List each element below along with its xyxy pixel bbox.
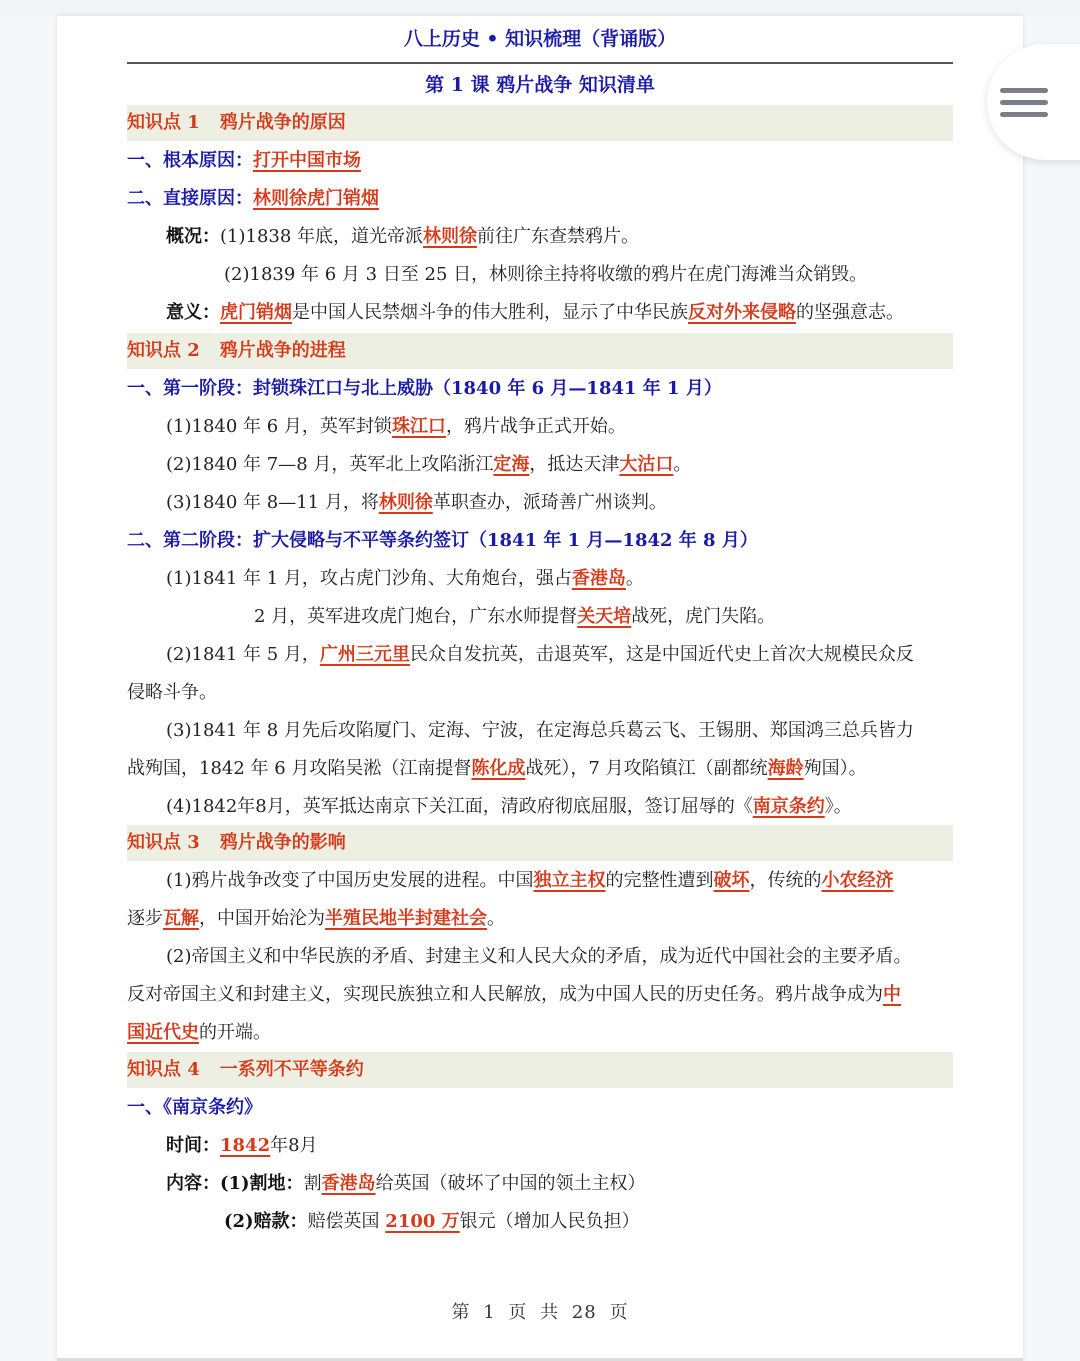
keyword: 破坏 <box>713 870 750 891</box>
stage-1-item-3 <box>127 484 953 522</box>
overview-line-1 <box>127 218 953 256</box>
text: 逐步 <box>127 908 163 929</box>
keyword: 2100 万 <box>385 1211 460 1232</box>
keyword: 林则徐 <box>423 226 478 247</box>
text: 》。 <box>824 796 852 817</box>
kp-title: 一系列不平等条约 <box>219 1059 364 1080</box>
kp-number: 知识点 3 <box>127 832 200 853</box>
hamburger-menu-icon <box>1000 112 1048 117</box>
content-label: 内容： <box>166 1173 220 1194</box>
text: ，鸦片战争正式开始。 <box>445 416 626 437</box>
impact-para-2-line-2 <box>127 976 953 1014</box>
text: 年8月 <box>270 1135 318 1156</box>
treaty-content-line-2 <box>127 1203 953 1241</box>
text: 是中国人民禁烟斗争的伟大胜利，显示了中华民族 <box>292 302 688 323</box>
keyword: 小农经济 <box>821 870 894 891</box>
direct-cause-line <box>127 180 953 218</box>
text: 给英国（破坏了中国的领土主权） <box>375 1173 646 1194</box>
impact-para-2-line-1 <box>127 938 953 976</box>
keyword: 关天培 <box>577 606 632 627</box>
text: (1)1838 年底，道光帝派 <box>220 226 424 247</box>
keyword: 陈化成 <box>471 758 526 779</box>
text: (2)帝国主义和中华民族的矛盾、封建主义和人民大众的矛盾，成为近代中国社会的主要矛盾。 <box>166 946 912 967</box>
keyword: 南京条约 <box>752 796 825 817</box>
kp-title: 鸦片战争的原因 <box>219 112 346 133</box>
impact-para-1-line-1 <box>127 862 953 900</box>
keyword: 海龄 <box>767 758 804 779</box>
treaty-time-line <box>127 1127 953 1165</box>
stage-1-item-2 <box>127 446 953 484</box>
stage-2-item-1-cont <box>127 598 953 636</box>
text: (1)1841 年 1 月，攻占虎门沙角、大角炮台，强占 <box>166 568 572 589</box>
keyword: 反对外来侵略 <box>688 302 796 323</box>
keyword: 定海 <box>493 454 530 475</box>
cession-label: (1)割地： <box>220 1173 304 1194</box>
kp-number: 知识点 4 <box>127 1059 200 1080</box>
time-label: 时间： <box>166 1135 220 1156</box>
document-title: 八上历史 • 知识梳理（背诵版） <box>403 28 677 50</box>
keyword: 广州三元里 <box>319 644 410 665</box>
keyword: 林则徐 <box>378 492 433 513</box>
keyword: 中 <box>883 984 901 1005</box>
direct-cause-label: 二、直接原因： <box>127 188 253 209</box>
keyword: 大沽口 <box>619 454 674 475</box>
text: 2 月，英军进攻虎门炮台，广东水师提督 <box>254 606 578 627</box>
title-divider <box>127 62 953 64</box>
text: 。 <box>673 454 692 475</box>
kp-number: 知识点 2 <box>127 340 200 361</box>
root-cause-label: 一、根本原因： <box>127 150 253 171</box>
stage-2-item-2-cont <box>127 674 953 712</box>
text: 银元（增加人民负担） <box>459 1211 640 1232</box>
treaty-content-line-1 <box>127 1165 953 1203</box>
text: 战死），7 月攻陷镇江（副都统 <box>525 758 768 779</box>
stage-2-item-2 <box>127 636 953 674</box>
viewer-top-bar <box>0 0 1080 16</box>
keyword: 香港岛 <box>571 568 626 589</box>
direct-cause-value: 林则徐虎门销烟 <box>253 188 379 209</box>
text: 民众自发抗英，击退英军，这是中国近代史上首次大规模民众反 <box>409 644 914 665</box>
text: 战死，虎门失陷。 <box>631 606 776 627</box>
stage-2-item-1 <box>127 560 953 598</box>
kp-number: 知识点 1 <box>127 112 200 133</box>
knowledge-point-4-heading <box>127 1052 953 1088</box>
text: (2)1841 年 5 月， <box>166 644 320 665</box>
stage-2-title: 二、第二阶段：扩大侵略与不平等条约签订（1841 年 1 月—1842 年 8 月） <box>127 530 758 551</box>
kp-title: 鸦片战争的进程 <box>219 340 346 361</box>
root-cause-value: 打开中国市场 <box>253 150 361 171</box>
text: 。 <box>625 568 644 589</box>
stage-1-heading <box>127 370 953 408</box>
text: 赔偿英国 <box>307 1211 386 1232</box>
overview-label: 概况： <box>166 226 220 247</box>
stage-2-item-3-cont <box>127 750 953 788</box>
text: (4)1842年8月，英军抵达南京下关江面，清政府彻底屈服，签订屈辱的《 <box>166 796 753 817</box>
keyword: 1842 <box>220 1135 271 1156</box>
keyword: 独立主权 <box>533 870 606 891</box>
text: ，中国开始沦为 <box>199 908 325 929</box>
lesson-title: 第 1 课 鸦片战争 知识清单 <box>425 74 655 96</box>
document-page[interactable] <box>57 16 1023 1361</box>
meaning-line <box>127 294 953 332</box>
text: 。 <box>487 908 505 929</box>
hamburger-menu-icon <box>1000 88 1048 93</box>
text: 割 <box>303 1173 322 1194</box>
text: (1)1840 年 6 月，英军封锁 <box>166 416 392 437</box>
text: (3)1840 年 8—11 月，将 <box>166 492 379 513</box>
treaty-heading <box>127 1089 953 1127</box>
stage-1-item-1 <box>127 408 953 446</box>
kp-title: 鸦片战争的影响 <box>219 832 346 853</box>
text: 的开端。 <box>199 1022 271 1043</box>
text: ，抵达天津 <box>529 454 620 475</box>
keyword: 香港岛 <box>321 1173 376 1194</box>
knowledge-point-1-heading <box>127 105 953 141</box>
stage-2-item-4 <box>127 788 953 826</box>
text: 的完整性遭到 <box>605 870 714 891</box>
text: (2)1839 年 6 月 3 日至 25 日，林则徐主持将收缴的鸦片在虎门海滩当众销毁。 <box>224 264 868 285</box>
stage-2-item-3 <box>127 712 953 750</box>
text: 殉国）。 <box>803 758 867 779</box>
knowledge-point-3-heading <box>127 825 953 861</box>
text: 前往广东查禁鸦片。 <box>477 226 640 247</box>
overview-line-2 <box>127 256 953 294</box>
indemnity-label: (2)赔款： <box>224 1211 308 1232</box>
text: 侵略斗争。 <box>127 682 217 703</box>
keyword: 国近代史 <box>127 1022 199 1043</box>
text: (2)1840 年 7—8 月，英军北上攻陷浙江 <box>166 454 494 475</box>
impact-para-2-line-3 <box>127 1014 953 1052</box>
keyword: 瓦解 <box>163 908 199 929</box>
keyword: 虎门销烟 <box>220 302 292 323</box>
root-cause-line <box>127 142 953 180</box>
hamburger-menu-icon <box>1000 100 1048 105</box>
text: 反对帝国主义和封建主义，实现民族独立和人民解放，成为中国人民的历史任务。鸦片战争成为 <box>127 984 883 1005</box>
stage-1-title: 一、第一阶段：封锁珠江口与北上威胁（1840 年 6 月—1841 年 1 月） <box>127 378 722 399</box>
text: ，传统的 <box>749 870 822 891</box>
keyword: 珠江口 <box>391 416 446 437</box>
meaning-label: 意义： <box>166 302 220 323</box>
stage-2-heading <box>127 522 953 560</box>
knowledge-point-2-heading <box>127 333 953 369</box>
page-footer: 第 1 页 共 28 页 <box>451 1302 629 1323</box>
text: (1)鸦片战争改变了中国历史发展的进程。中国 <box>166 870 534 891</box>
text: 战殉国，1842 年 6 月攻陷吴淞（江南提督 <box>127 758 472 779</box>
treaty-title: 一、《南京条约》 <box>127 1097 262 1118</box>
text: (3)1841 年 8 月先后攻陷厦门、定海、宁波，在定海总兵葛云飞、王锡朋、郑国鸿三总兵皆力 <box>166 720 914 741</box>
impact-para-1-line-2 <box>127 900 953 938</box>
text: 的坚强意志。 <box>796 302 904 323</box>
keyword: 半殖民地半封建社会 <box>325 908 487 929</box>
text: 革职查办，派琦善广州谈判。 <box>432 492 667 513</box>
